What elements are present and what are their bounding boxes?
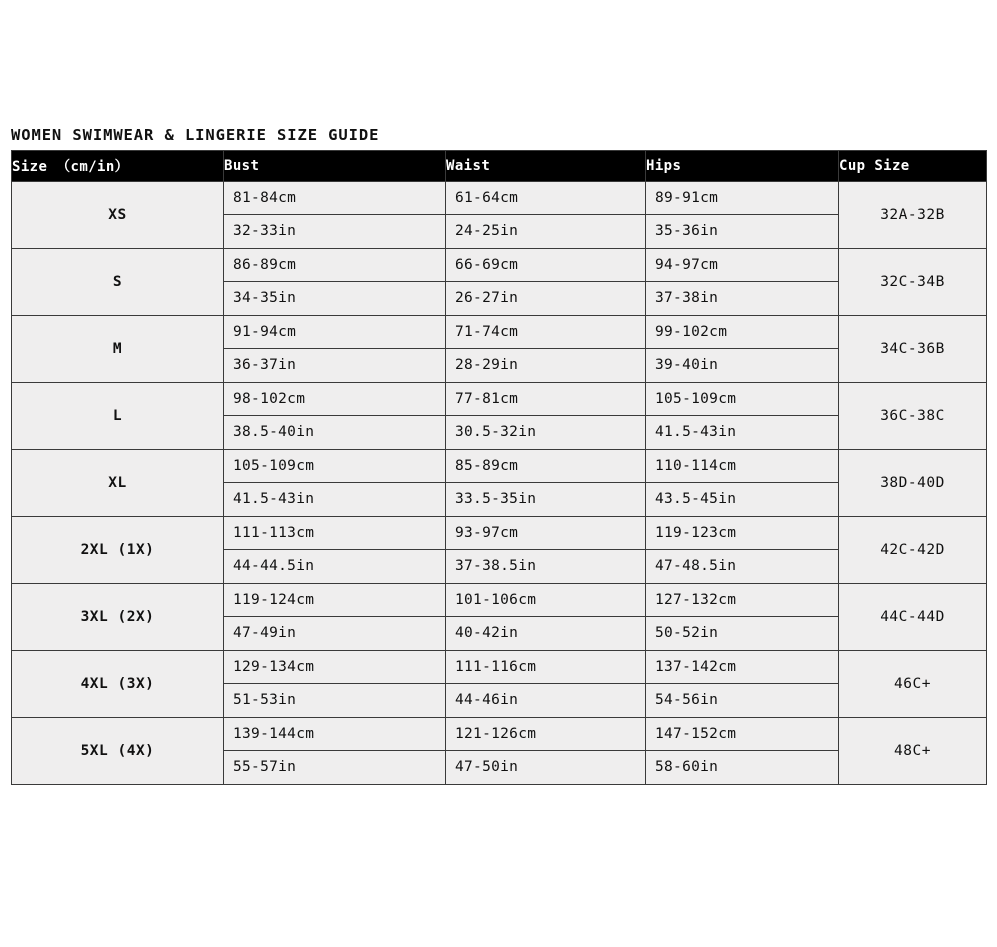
waist-cm: 66-69cm [446,249,645,282]
cell-cup-size: 48C+ [839,718,987,785]
cell-waist [446,249,646,316]
waist-cm: 93-97cm [446,517,645,550]
hips-cm: 127-132cm [646,584,838,617]
bust-cm: 111-113cm [224,517,445,550]
column-header-cup-size: Cup Size [839,151,987,182]
bust-cm: 98-102cm [224,383,445,416]
waist-in: 26-27in [455,290,519,306]
hips-cm: 110-114cm [646,450,838,483]
cell-waist [446,651,646,718]
column-header-hips: Hips [646,151,839,182]
bust-cm: 105-109cm [224,450,445,483]
size-chart-container [11,150,986,785]
cell-cup-size: 46C+ [839,651,987,718]
bust-in: 38.5-40in [233,424,315,440]
waist-cm: 77-81cm [446,383,645,416]
bust-cm: 129-134cm [224,651,445,684]
cell-size: S [12,249,224,316]
cell-hips [646,517,839,584]
table-row [12,517,987,584]
hips-cm: 147-152cm [646,718,838,751]
waist-in: 28-29in [455,357,519,373]
cell-cup-size: 34C-36B [839,316,987,383]
waist-cm: 71-74cm [446,316,645,349]
cell-hips [646,584,839,651]
cell-bust [224,718,446,785]
cell-cup-size: 32A-32B [839,182,987,249]
cell-size: 2XL (1X) [12,517,224,584]
waist-cm: 101-106cm [446,584,645,617]
table-row [12,182,987,249]
bust-in: 51-53in [233,692,297,708]
cell-size: 5XL (4X) [12,718,224,785]
table-header [12,151,987,182]
waist-cm: 61-64cm [446,182,645,215]
cell-cup-size: 38D-40D [839,450,987,517]
bust-cm: 139-144cm [224,718,445,751]
waist-in: 40-42in [455,625,519,641]
cell-waist [446,383,646,450]
bust-in: 34-35in [233,290,297,306]
hips-cm: 105-109cm [646,383,838,416]
hips-in: 43.5-45in [655,491,737,507]
cell-size: 3XL (2X) [12,584,224,651]
cell-bust [224,584,446,651]
cell-hips [646,651,839,718]
waist-cm: 111-116cm [446,651,645,684]
column-header-waist: Waist [446,151,646,182]
cell-bust [224,517,446,584]
cell-bust [224,450,446,517]
hips-cm: 137-142cm [646,651,838,684]
cell-bust [224,383,446,450]
cell-hips [646,450,839,517]
bust-in: 44-44.5in [233,558,315,574]
cell-cup-size: 32C-34B [839,249,987,316]
cell-cup-size: 36C-38C [839,383,987,450]
cell-size: M [12,316,224,383]
cell-cup-size: 44C-44D [839,584,987,651]
hips-in: 37-38in [655,290,719,306]
cell-waist [446,517,646,584]
bust-in: 36-37in [233,357,297,373]
table-row [12,249,987,316]
waist-in: 30.5-32in [455,424,537,440]
table-row [12,383,987,450]
bust-cm: 86-89cm [224,249,445,282]
cell-waist [446,450,646,517]
cell-size: 4XL (3X) [12,651,224,718]
bust-in: 32-33in [233,223,297,239]
table-row [12,718,987,785]
waist-in: 33.5-35in [455,491,537,507]
bust-cm: 81-84cm [224,182,445,215]
bust-in: 41.5-43in [233,491,315,507]
cell-waist [446,584,646,651]
hips-cm: 94-97cm [646,249,838,282]
cell-bust [224,182,446,249]
cell-size: XL [12,450,224,517]
hips-in: 35-36in [655,223,719,239]
bust-cm: 119-124cm [224,584,445,617]
table-row [12,584,987,651]
table-row [12,316,987,383]
cell-hips [646,718,839,785]
hips-in: 47-48.5in [655,558,737,574]
hips-in: 41.5-43in [655,424,737,440]
waist-cm: 121-126cm [446,718,645,751]
waist-cm: 85-89cm [446,450,645,483]
cell-hips [646,182,839,249]
waist-in: 44-46in [455,692,519,708]
cell-hips [646,316,839,383]
hips-in: 54-56in [655,692,719,708]
hips-cm: 89-91cm [646,182,838,215]
bust-in: 55-57in [233,759,297,775]
table-body [12,182,987,785]
cell-bust [224,249,446,316]
bust-in: 47-49in [233,625,297,641]
table-row [12,450,987,517]
waist-in: 24-25in [455,223,519,239]
cell-bust [224,316,446,383]
hips-in: 50-52in [655,625,719,641]
hips-in: 39-40in [655,357,719,373]
hips-cm: 119-123cm [646,517,838,550]
cell-bust [224,651,446,718]
column-header-size: Size （cm/in） [12,151,224,182]
waist-in: 37-38.5in [455,558,537,574]
cell-hips [646,249,839,316]
table-header-row [12,151,987,182]
table-row [12,651,987,718]
page-title: WOMEN SWIMWEAR & LINGERIE SIZE GUIDE [11,126,380,144]
bust-cm: 91-94cm [224,316,445,349]
cell-waist [446,718,646,785]
cell-cup-size: 42C-42D [839,517,987,584]
waist-in: 47-50in [455,759,519,775]
cell-hips [646,383,839,450]
cell-waist [446,182,646,249]
cell-size: XS [12,182,224,249]
size-chart-table [11,150,987,785]
hips-in: 58-60in [655,759,719,775]
hips-cm: 99-102cm [646,316,838,349]
column-header-bust: Bust [224,151,446,182]
cell-waist [446,316,646,383]
cell-size: L [12,383,224,450]
